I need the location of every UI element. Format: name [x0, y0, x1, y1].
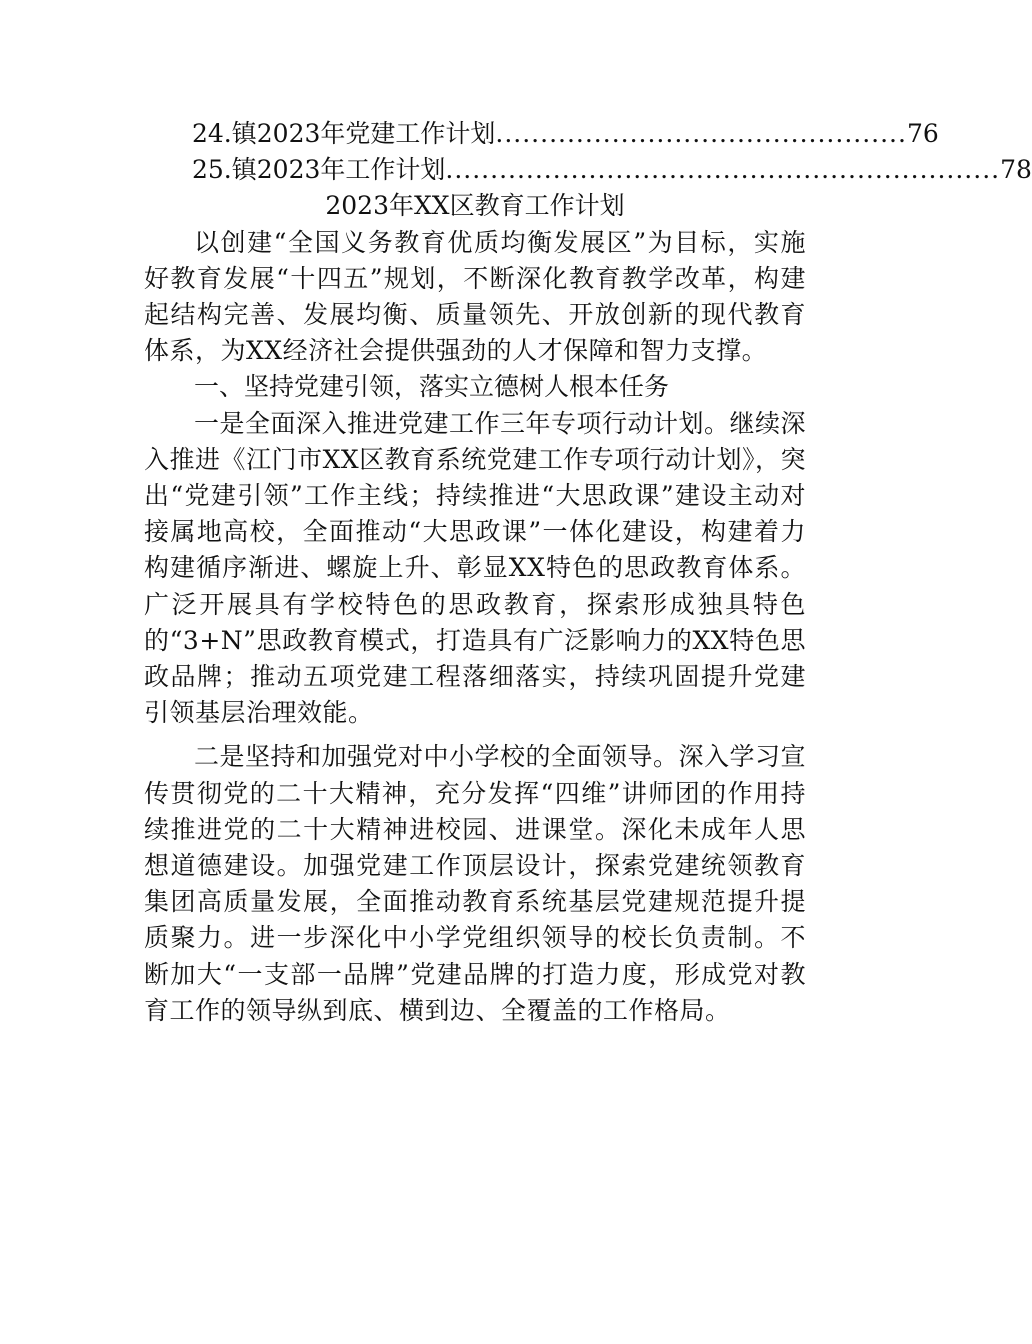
- body-paragraph-2: 二是坚持和加强党对中小学校的全面领导。深入学习宣传贯彻党的二十大精神，充分发挥“四维”讲师团的作用持续推进党的二十大精神进校园、进课堂。深化未成年人思想道德建设。加强党建工作顶层设计，探索党建统领教育集团高质量发展，全面推动教育系统基层党建规范提升提质聚力。进一步深化中小学党组织领导的校长负责制。不断加大“一支部一品牌”党建品牌的打造力度，形成党对教育工作的领导纵到底、横到边、全覆盖的工作格局。: [144, 742, 807, 1025]
- toc-entry-24[interactable]: [144, 116, 939, 152]
- toc-entry-25[interactable]: [144, 152, 1032, 188]
- toc-entry-label: 25.镇2023年工作计划: [192, 155, 446, 185]
- document-title: 2023年XX区教育工作计划: [325, 191, 625, 221]
- document-content: [144, 116, 1032, 1029]
- toc-page-number: 76: [906, 119, 939, 148]
- toc-leader-dots: ..............................................................: [445, 155, 1001, 185]
- toc-page-number: 78: [1000, 155, 1032, 185]
- body-paragraph-1: 一是全面深入推进党建工作三年专项行动计划。继续深入推进《江门市XX区教育系统党建工作专项行动计划》，突出“党建引领”工作主线；持续推进“大思政课”建设主动对接属地高校，全面推动“大思政课”一体化建设，构建着力构建循序渐进、螺旋上升、彰显XX特色的思政教育体系。广泛开展具有学校特色的思政教育，探索形成独具特色的“3+N”思政教育模式，打造具有广泛影响力的XX特色思政品牌；推动五项党建工程落细落实，持续巩固提升党建引领基层治理效能。: [144, 408, 807, 728]
- toc-entry-label: 24.镇2023年党建工作计划: [192, 119, 496, 148]
- intro-paragraph: 以创建“全国义务教育优质均衡发展区”为目标，实施好教育发展“十四五”规划，不断深化教育教学改革，构建起结构完善、发展均衡、质量领先、开放创新的现代教育体系，为XX经济社会提供强劲的人才保障和智力支撑。: [144, 227, 806, 366]
- toc-leader-dots: ..............................................: [495, 119, 907, 148]
- section-heading: 一、坚持党建引领，落实立德树人根本任务: [194, 372, 670, 402]
- paragraph-spacer: [144, 731, 806, 739]
